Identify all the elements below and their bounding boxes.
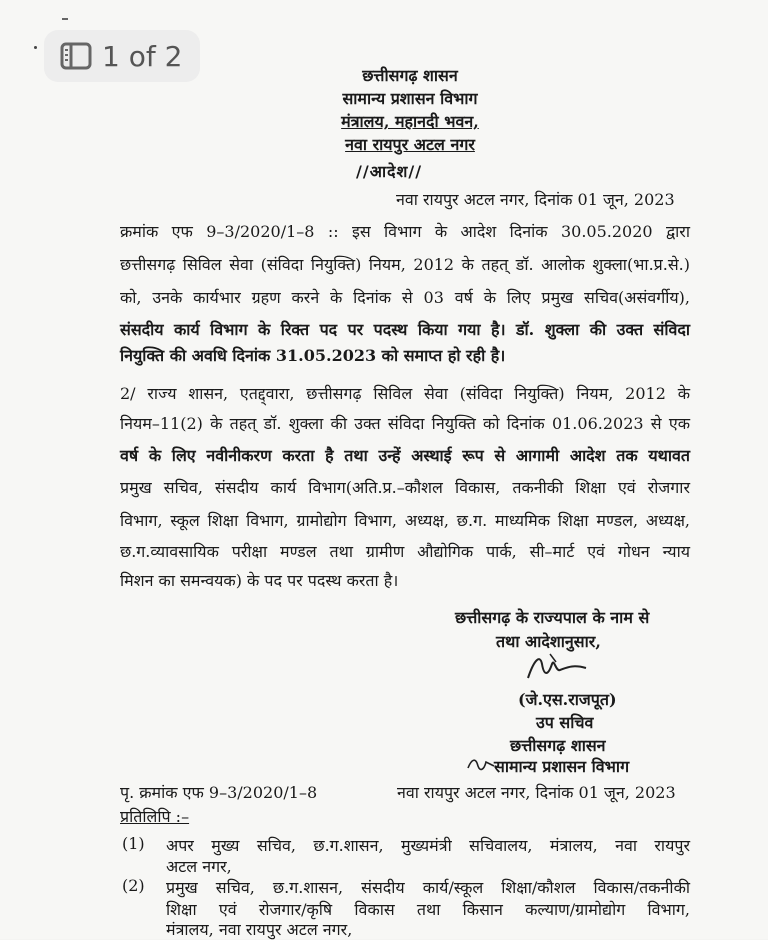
- para1-line5: नियुक्ति की अवधि दिनांक 31.05.2023 को समाप्त हो रही है।: [120, 346, 506, 365]
- signatory-dept: सामान्य प्रशासन विभाग: [494, 757, 630, 776]
- endorsement-number: पृ. क्रमांक एफ 9–3/2020/1–8: [120, 783, 318, 802]
- para2-line5: विभाग, स्कूल शिक्षा विभाग, ग्रामोद्योग विभाग, अध्यक्ष, छ.ग. माध्यमिक शिक्षा मण्डल, अध्यक्ष,: [120, 511, 690, 530]
- letterhead-building: मंत्रालय, महानदी भवन,: [341, 112, 479, 131]
- signatory-designation: उप सचिव: [536, 713, 594, 732]
- letterhead-govt: छत्तीसगढ़ शासन: [362, 66, 458, 85]
- pages-icon: [60, 42, 92, 70]
- copy-to-label: प्रतिलिपि :–: [120, 807, 190, 826]
- order-title: //आदेश//: [356, 162, 423, 181]
- copy-item-line: प्रमुख सचिव, छ.ग.शासन, संसदीय कार्य/स्कूल शिक्षा/कौशल विकास/तकनीकी: [166, 878, 690, 897]
- para1-line3: को, उनके कार्यभार ग्रहण करने के दिनांक से 03 वर्ष के लिए प्रमुख सचिव(असंवर्गीय),: [120, 288, 690, 307]
- signature-authority-line2: तथा आदेशानुसार,: [496, 632, 601, 651]
- letterhead-dept: सामान्य प्रशासन विभाग: [342, 89, 478, 108]
- copy-item-number: (1): [122, 834, 145, 853]
- copy-item-number: (2): [122, 876, 145, 895]
- para1-line2: छत्तीसगढ़ सिविल सेवा (संविदा नियुक्ति) नियम, 2012 के तहत् डॉ. आलोक शुक्ला(भा.प्र.से.): [120, 255, 690, 274]
- copy-item-line: शिक्षा एवं रोजगार/कृषि विकास तथा किसान कल्याण/ग्रामोद्योग विभाग,: [166, 900, 690, 919]
- signatory-name: (जे.एस.राजपूत): [518, 690, 617, 709]
- para2-line4: प्रमुख सचिव, संसदीय कार्य विभाग(अति.प्र.–कौशल विकास, तकनीकी शिक्षा एवं रोजगार: [120, 478, 690, 497]
- page-indicator-text: 1 of 2: [102, 39, 183, 73]
- endorsement-place-date: नवा रायपुर अटल नगर, दिनांक 01 जून, 2023: [397, 783, 676, 802]
- copy-item-line: अटल नगर,: [166, 857, 232, 876]
- initials-mark: [466, 752, 496, 774]
- signatory-govt: छत्तीसगढ़ शासन: [510, 736, 606, 755]
- para1-line1: क्रमांक एफ 9–3/2020/1–8 :: इस विभाग के आदेश दिनांक 30.05.2020 द्वारा: [120, 222, 690, 241]
- handwritten-signature: [520, 650, 600, 686]
- para1-line4: संसदीय कार्य विभाग के रिक्त पद पर पदस्थ किया गया है। डॉ. शुक्ला की उक्त संविदा: [120, 320, 690, 339]
- copy-item-line: मंत्रालय, नवा रायपुर अटल नगर,: [166, 920, 353, 939]
- para2-line7: मिशन का समन्वयक) के पद पर पदस्थ करता है।: [120, 571, 399, 590]
- signature-authority-line1: छत्तीसगढ़ के राज्यपाल के नाम से: [455, 608, 650, 627]
- order-place-date: नवा रायपुर अटल नगर, दिनांक 01 जून, 2023: [396, 190, 675, 209]
- para2-line1: 2/ राज्य शासन, एतद्द्वारा, छत्तीसगढ़ सिविल सेवा (संविदा नियुक्ति) नियम, 2012 के: [120, 384, 690, 403]
- copy-item-line: अपर मुख्य सचिव, छ.ग.शासन, मुख्यमंत्री सचिवालय, मंत्रालय, नवा रायपुर: [166, 836, 690, 855]
- letterhead-city: नवा रायपुर अटल नगर: [345, 135, 475, 154]
- scan-speck: [34, 46, 37, 49]
- letterhead: [300, 64, 520, 156]
- para2-line6: छ.ग.व्यावसायिक परीक्षा मण्डल तथा ग्रामीण औद्योगिक पार्क, सी–मार्ट एवं गोधन न्याय: [120, 542, 690, 561]
- para2-line3: वर्ष के लिए नवीनीकरण करता है तथा उन्हें अस्थाई रूप से आगामी आदेश तक यथावत: [120, 446, 690, 465]
- scan-speck: [62, 18, 68, 20]
- page-indicator-badge[interactable]: [44, 30, 200, 82]
- para2-line2: नियम–11(2) के तहत् डॉ. शुक्ला की उक्त संविदा नियुक्ति को दिनांक 01.06.2023 से एक: [120, 414, 690, 433]
